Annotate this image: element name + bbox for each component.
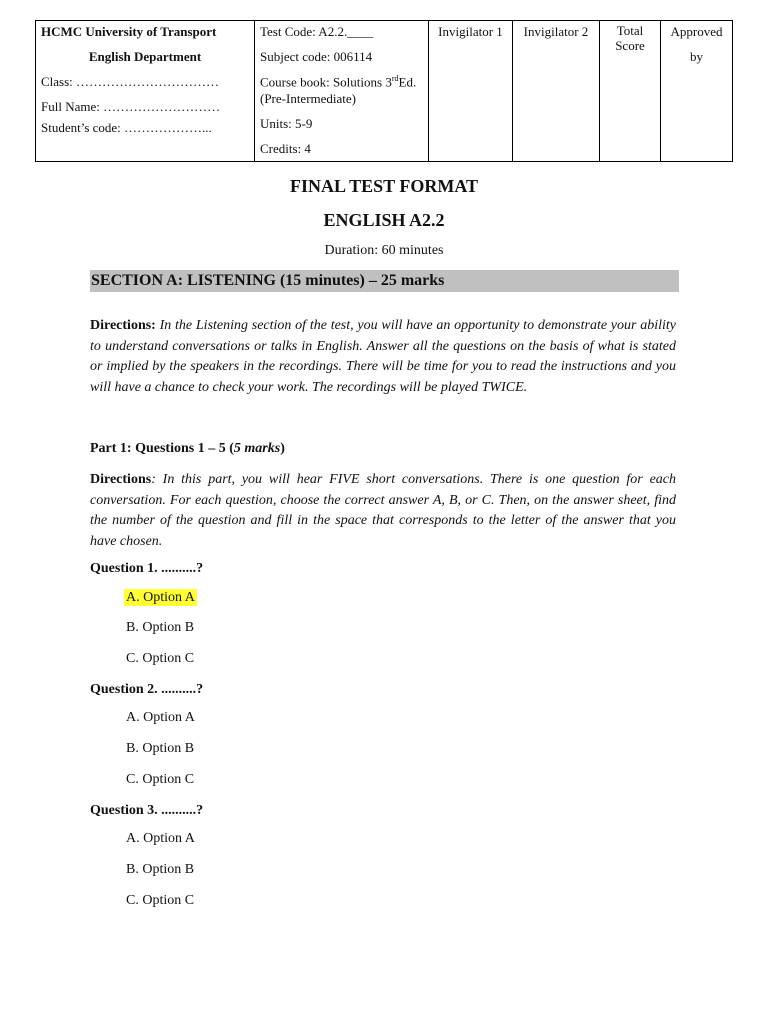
approved-label-2: by <box>690 48 703 64</box>
part1-directions <box>90 470 676 552</box>
q1-option-b[interactable]: B. Option B <box>126 620 195 635</box>
section-a-directions <box>90 316 676 398</box>
total-score-label-2: Score <box>615 37 645 53</box>
course-book-text: Course book: Solutions 3 <box>260 74 392 90</box>
section-a-heading: SECTION A: LISTENING (15 minutes) – 25 marks <box>90 270 679 292</box>
part1-marks: 5 marks <box>233 441 281 456</box>
approved-cell <box>661 21 733 162</box>
units: Units: 5-9 <box>260 115 313 131</box>
course-book-tail: Ed. <box>398 74 417 90</box>
q3-option-a[interactable]: A. Option A <box>126 831 195 846</box>
class-field: Class: …………………………… <box>41 73 220 89</box>
invigilator2-cell <box>513 21 600 162</box>
department-name: English Department <box>88 48 202 64</box>
total-score-label-1: Total <box>616 23 644 38</box>
header-table <box>35 20 733 162</box>
full-name-field: Full Name: ……………………… <box>41 98 221 114</box>
q1-option-a[interactable] <box>126 590 197 606</box>
course-book <box>260 74 423 91</box>
q3-option-b[interactable]: B. Option B <box>126 862 195 877</box>
question-3: Question 3. ..........? <box>90 803 204 818</box>
course-book-sup: rd <box>391 73 399 83</box>
q2-option-b[interactable]: B. Option B <box>126 741 195 756</box>
invigilator1-cell <box>429 21 513 162</box>
q3-option-c[interactable]: C. Option C <box>126 893 195 908</box>
part1-heading <box>90 441 285 457</box>
duration: Duration: 60 minutes <box>324 243 444 258</box>
invigilator1-label: Invigilator 1 <box>438 24 503 39</box>
part1-heading-close: ) <box>280 441 285 456</box>
part1-heading-text: Part 1: Questions 1 – 5 ( <box>90 441 234 456</box>
part1-directions-label: Directions <box>90 472 152 487</box>
university-name: HCMC University of Transport <box>41 24 217 39</box>
school-info-cell <box>36 21 255 162</box>
question-2: Question 2. ..........? <box>90 682 204 697</box>
course-level: (Pre-Intermediate) <box>260 91 357 106</box>
test-info-cell <box>255 21 429 162</box>
directions-text: In the Listening section of the test, you will have an opportunity to demonstrate your ability to understand conversations or talks in English. Answer all the questions on the basis of what is stated or implied by the speakers in the recordings. There will be time for you to read the instructions and you will have a chance to check your work. The recordings will be played TWICE. <box>90 318 676 395</box>
subject-code: Subject code: 006114 <box>260 48 373 64</box>
directions-label: Directions: <box>90 318 156 333</box>
test-title: FINAL TEST FORMAT <box>289 176 479 196</box>
course-title: ENGLISH A2.2 <box>323 210 445 230</box>
total-score-cell <box>600 21 661 162</box>
part1-directions-text: : In this part, you will hear FIVE short conversations. There is one question for each conversation. For each question, choose the correct answer A, B, or C. Then, on the answer sheet, find the number of the question and fill in the space that corresponds to the letter of the answer that you have chosen. <box>90 472 676 549</box>
question-1: Question 1. ..........? <box>90 561 204 576</box>
q2-option-c[interactable]: C. Option C <box>126 772 195 787</box>
q2-option-a[interactable]: A. Option A <box>126 710 195 725</box>
test-code: Test Code: A2.2.____ <box>260 24 374 39</box>
credits: Credits: 4 <box>260 140 311 156</box>
invigilator2-label: Invigilator 2 <box>523 24 589 39</box>
approved-label-1: Approved <box>670 24 723 39</box>
student-code-field: Student’s code: ………………... <box>41 119 212 135</box>
q1-option-a-highlight: A. Option A <box>126 590 195 605</box>
q1-option-c[interactable]: C. Option C <box>126 651 195 666</box>
